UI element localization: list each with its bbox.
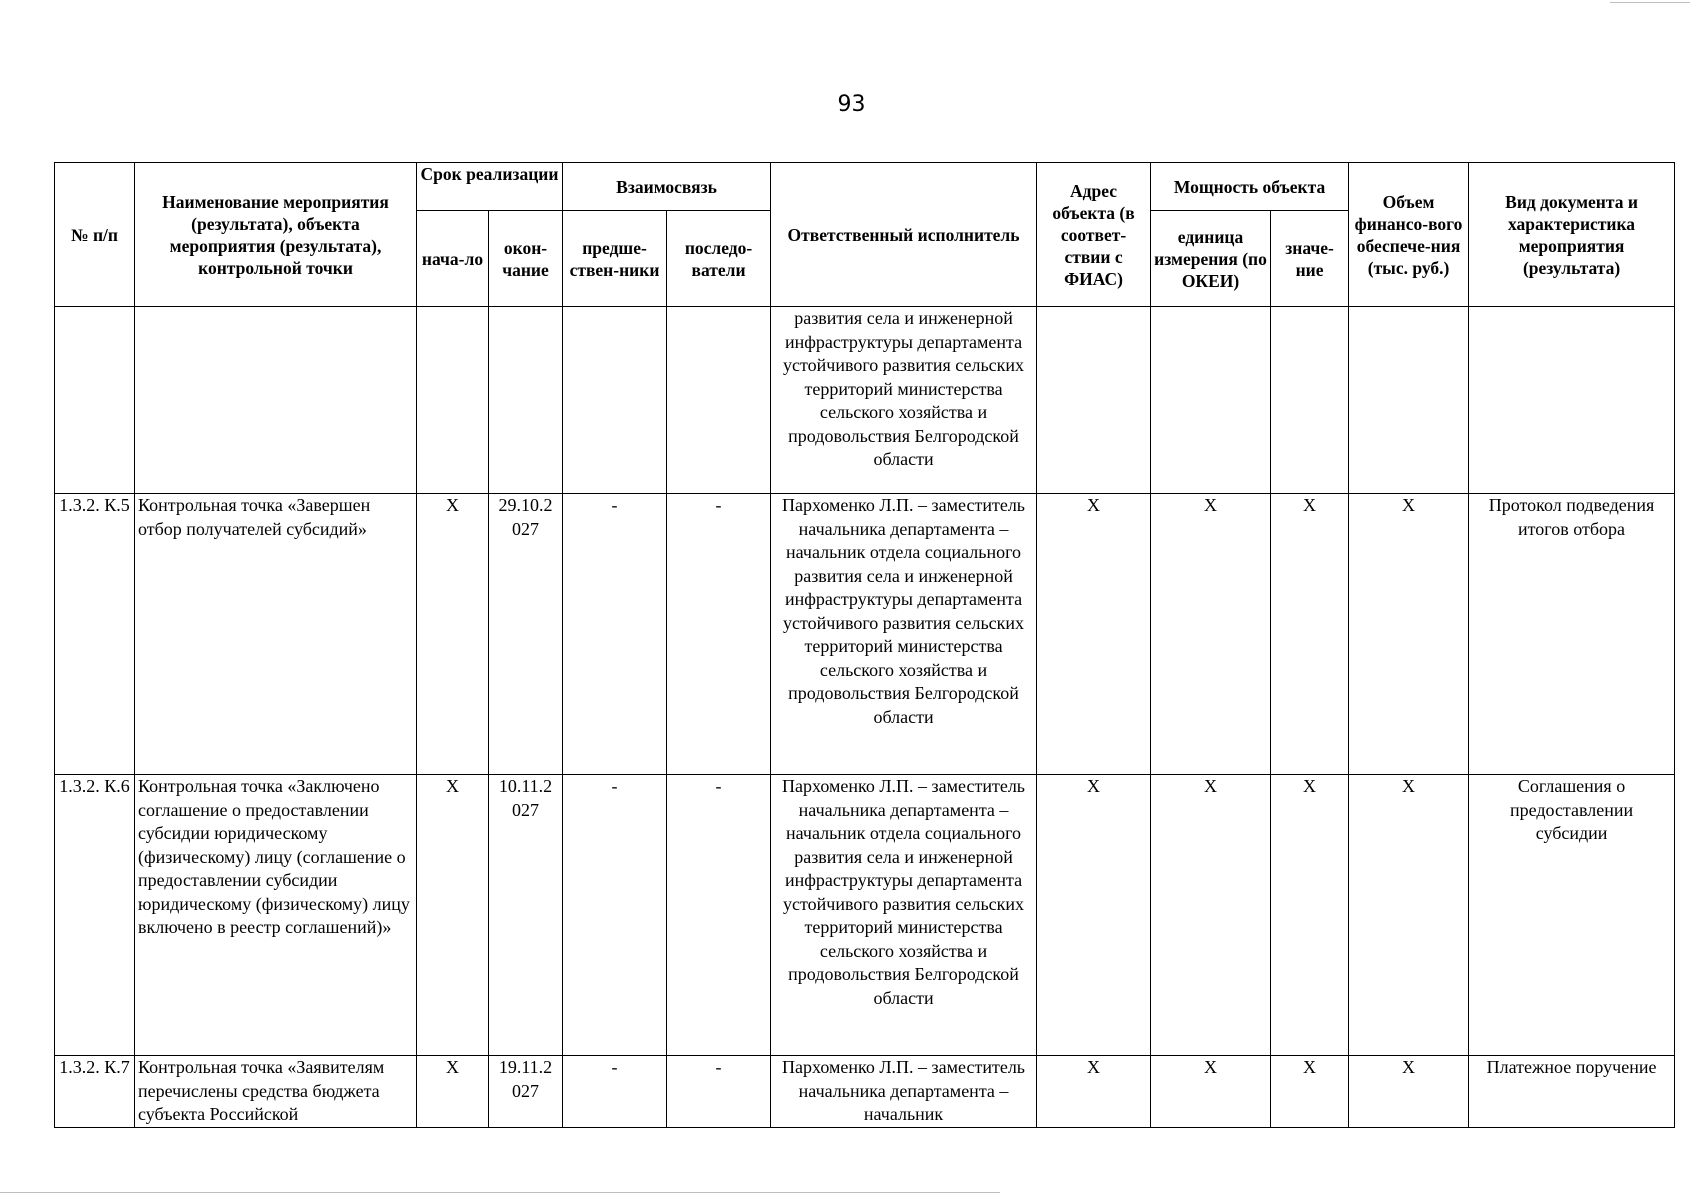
row-predecessors: - <box>563 494 667 775</box>
row-num: 1.3.2. К.5 <box>55 494 135 775</box>
scan-artifact-line <box>1610 2 1690 3</box>
row-responsible: Пархоменко Л.П. – заместитель начальника департамента – начальник отдела социального развития села и инженерной инфраструктуры департамента устойчивого развития сельских территорий министерства сельского хозяйства и продовольствия Белгородской области <box>771 494 1037 775</box>
plan-table <box>54 162 1675 1128</box>
header-value: значе-ние <box>1271 211 1349 307</box>
table-row <box>55 775 1675 1056</box>
row-unit: X <box>1151 1056 1271 1128</box>
row-value: X <box>1271 1056 1349 1128</box>
row-address: X <box>1037 775 1151 1056</box>
row-document: Платежное поручение <box>1469 1056 1675 1128</box>
page-number: 93 <box>837 92 866 117</box>
table-row-continuation <box>55 307 1675 494</box>
row-end: 10.11.2 027 <box>489 775 563 1056</box>
header-unit: единица измерения (по ОКЕИ) <box>1151 211 1271 307</box>
header-document: Вид документа и характеристика мероприятия (результата) <box>1469 163 1675 307</box>
responsible-cell: развития села и инженерной инфраструктуры департамента устойчивого развития сельских территорий министерства сельского хозяйства и продовольствия Белгородской области <box>771 307 1037 494</box>
header-start: нача-ло <box>417 211 489 307</box>
row-document: Протокол подведения итогов отбора <box>1469 494 1675 775</box>
row-address: X <box>1037 1056 1151 1128</box>
row-start: X <box>417 1056 489 1128</box>
scan-artifact-line <box>0 1192 1000 1193</box>
header-end: окон-чание <box>489 211 563 307</box>
header-num: № п/п <box>55 163 135 307</box>
row-predecessors: - <box>563 775 667 1056</box>
row-name: Контрольная точка «Заявителям перечислены средства бюджета субъекта Российской <box>135 1056 417 1128</box>
row-address: X <box>1037 494 1151 775</box>
table-row <box>55 1056 1675 1128</box>
header-address: Адрес объекта (в соответ-ствии с ФИАС) <box>1037 163 1151 307</box>
row-name: Контрольная точка «Заключено соглашение о предоставлении субсидии юридическому (физическому) лицу (соглашение о предоставлении субсидии юридическому (физическому) лицу включено в реестр соглашений)» <box>135 775 417 1056</box>
row-responsible: Пархоменко Л.П. – заместитель начальника департамента – начальник отдела социального развития села и инженерной инфраструктуры департамента устойчивого развития сельских территорий министерства сельского хозяйства и продовольствия Белгородской области <box>771 775 1037 1056</box>
header-predecessors: предше-ствен-ники <box>563 211 667 307</box>
row-successors: - <box>667 1056 771 1128</box>
header-name: Наименование мероприятия (результата), объекта мероприятия (результата), контрольной точки <box>135 163 417 307</box>
row-unit: X <box>1151 775 1271 1056</box>
row-successors: - <box>667 494 771 775</box>
header-capacity: Мощность объекта <box>1151 163 1349 211</box>
header-financing: Объем финансо-вого обеспече-ния (тыс. руб.) <box>1349 163 1469 307</box>
row-num: 1.3.2. К.7 <box>55 1056 135 1128</box>
header-period: Срок реализации <box>417 163 563 211</box>
row-num: 1.3.2. К.6 <box>55 775 135 1056</box>
header-successors: последо-ватели <box>667 211 771 307</box>
row-end: 19.11.2 027 <box>489 1056 563 1128</box>
row-start: X <box>417 775 489 1056</box>
header-relation: Взаимосвязь <box>563 163 771 211</box>
row-value: X <box>1271 775 1349 1056</box>
row-financing: X <box>1349 494 1469 775</box>
row-value: X <box>1271 494 1349 775</box>
row-end: 29.10.2 027 <box>489 494 563 775</box>
header-responsible: Ответственный исполнитель <box>771 163 1037 307</box>
row-document: Соглашения о предоставлении субсидии <box>1469 775 1675 1056</box>
row-unit: X <box>1151 494 1271 775</box>
row-financing: X <box>1349 775 1469 1056</box>
row-predecessors: - <box>563 1056 667 1128</box>
row-successors: - <box>667 775 771 1056</box>
table-row <box>55 494 1675 775</box>
row-name: Контрольная точка «Завершен отбор получателей субсидий» <box>135 494 417 775</box>
row-financing: X <box>1349 1056 1469 1128</box>
row-start: X <box>417 494 489 775</box>
table-header <box>55 163 1675 307</box>
row-responsible: Пархоменко Л.П. – заместитель начальника департамента – начальник <box>771 1056 1037 1128</box>
